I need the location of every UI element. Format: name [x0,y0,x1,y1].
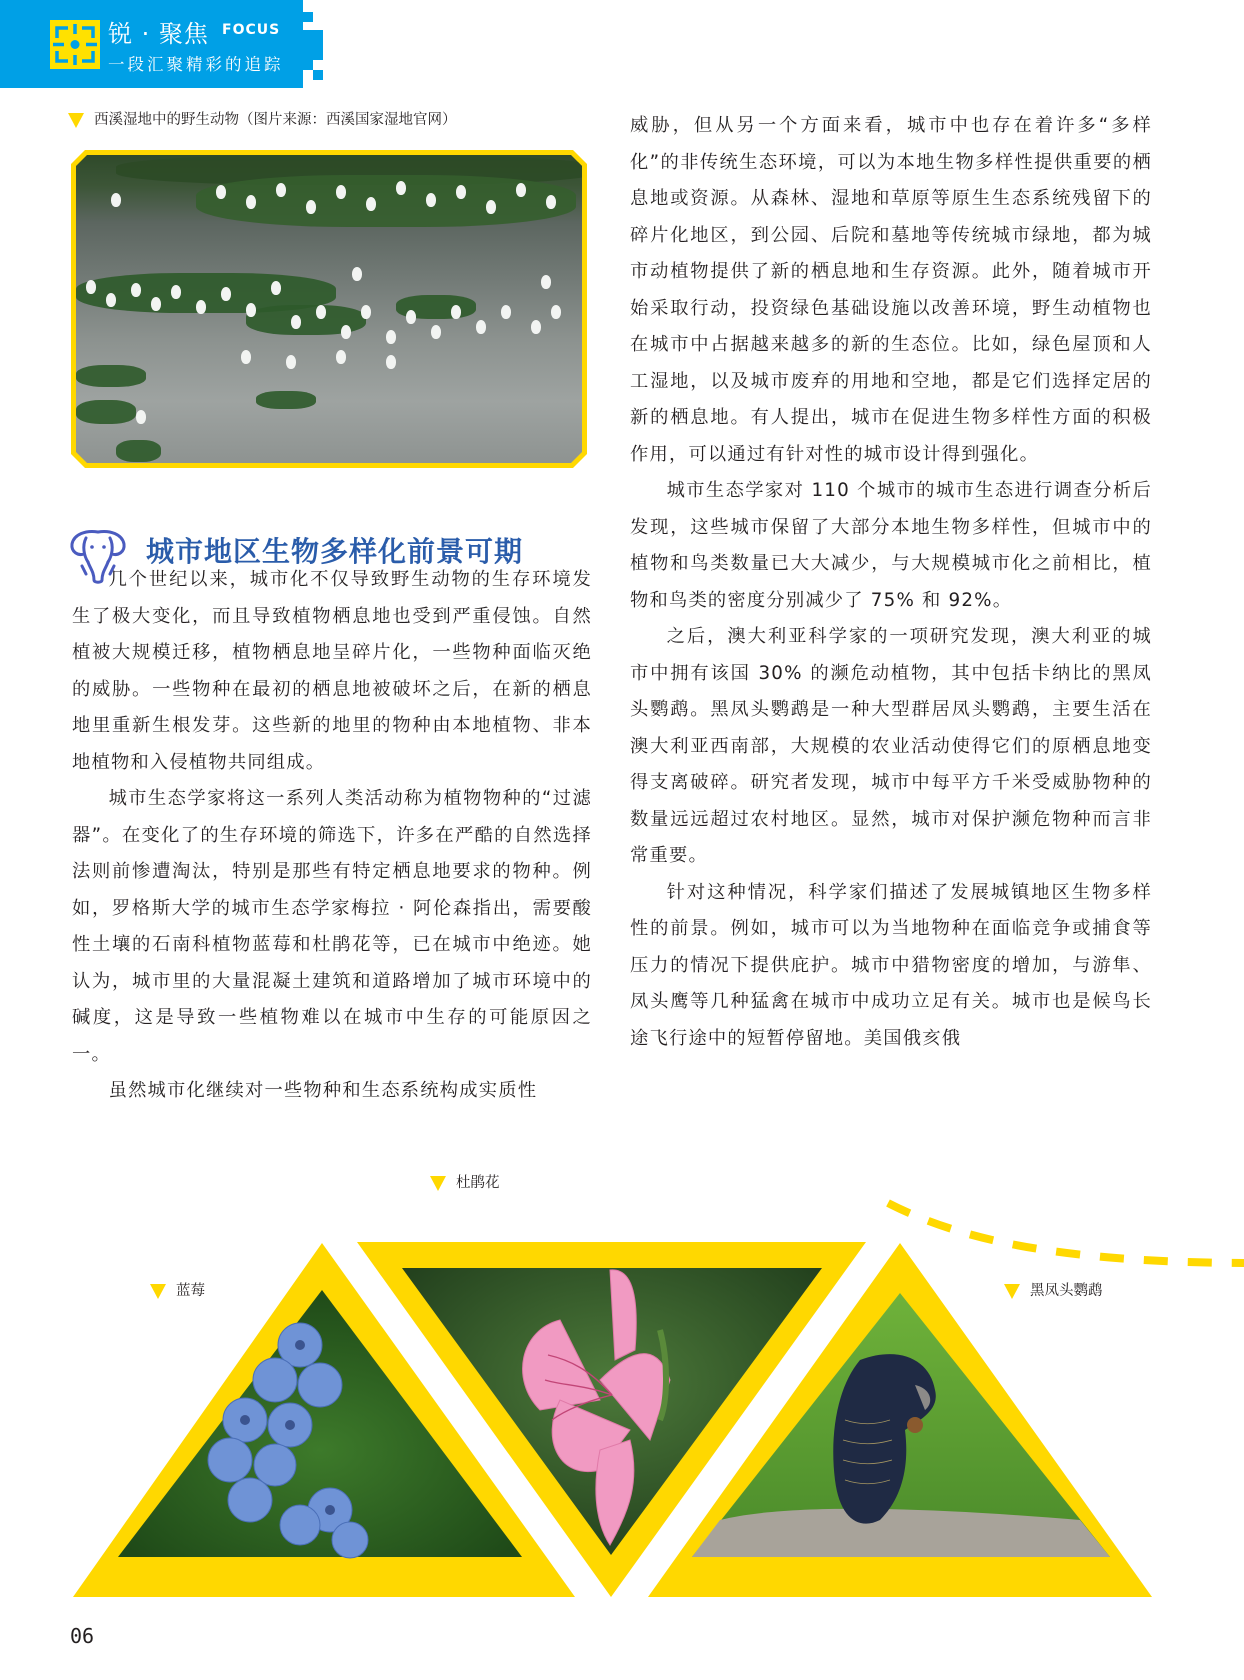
article-right-column [630,108,1152,1057]
focus-crosshair-icon [50,20,100,69]
page-number: 06 [70,1624,95,1648]
paragraph: 威胁，但从另一个方面来看，城市中也存在着许多“多样化”的非传统生态环境，可以为本地生物多样性提供重要的栖息地或资源。从森林、湿地和草原等原生生态系统残留下的碎片化地区，到公园、后院和墓地等传统城市绿地，都为城市动植物提供了新的栖息地和生存资源。此外，随着城市开始采取行动，投资绿色基础设施以改善环境，野生动植物也在城市中占据越来越多的新的生态位。比如，绿色屋顶和人工湿地，以及城市废弃的用地和空地，都是它们选择定居的新的栖息地。有人提出，城市在促进生物多样性方面的积极作用，可以通过有针对性的城市设计得到强化。 [630,115,1152,465]
section-title: 城市地区生物多样化前景可期 [146,535,524,568]
paragraph: 虽然城市化继续对一些物种和生态系统构成实质性 [108,1080,538,1101]
caption-text: 黑凤头鹦鹉 [1030,1283,1103,1299]
paragraph: 城市生态学家将这一系列人类活动称为植物物种的“过滤器”。在变化了的生存环境的筛选下，许多在严酷的自然选择法则前惨遭淘汰，特别是那些有特定栖息地要求的物种。例如，罗格斯大学的城市生态学家梅拉 · 阿伦森指出，需要酸性土壤的石南科植物蓝莓和杜鹃花等，已在城市中绝迹。她认为，城市里的大量混凝土建筑和道路增加了城市环境中的碱度，这是导致一些植物难以在城市中生存的可能原因之一。 [72,788,592,1065]
top-photo-caption [68,108,457,129]
article-left-column [72,562,592,1110]
caption-text: 蓝莓 [176,1283,205,1299]
caption-marker-icon [68,113,84,128]
pixel-decoration [303,12,313,22]
caption-text: 杜鹃花 [456,1175,500,1191]
paragraph: 之后，澳大利亚科学家的一项研究发现，澳大利亚的城市中拥有该国 30% 的濒危动植物，其中包括卡纳比的黑凤头鹦鹉。黑凤头鹦鹉是一种大型群居凤头鹦鹉，主要生活在澳大利亚西南部，大规模的农业活动使得它们的原栖息地变得支离破碎。研究者发现，城市中每平方千米受威胁物种的数量远远超过农村地区。显然，城市对保护濒危物种而言非常重要。 [630,626,1152,866]
wetland-photo [71,150,587,468]
caption-text: 西溪湿地中的野生动物（图片来源：西溪国家湿地官网） [94,112,457,128]
paragraph: 几个世纪以来，城市化不仅导致野生动物的生存环境发生了极大变化，而且导致植物栖息地也受到严重侵蚀。自然植被大规模迁移，植物栖息地呈碎片化，一些物种面临灭绝的威胁。一些物种在最初的栖息地被破坏之后，在新的栖息地里重新生根发芽。这些新的地里的物种由本地植物、非本地植物和入侵植物共同组成。 [72,569,592,773]
pixel-decoration [301,60,313,70]
triangle-photo-collage [0,1140,1244,1620]
brand-focus-label: FOCUS [222,22,281,38]
brand-title: 锐 · 聚焦 [108,20,209,48]
pixel-decoration [303,30,323,60]
paragraph: 针对这种情况，科学家们描述了发展城镇地区生物多样性的前景。例如，城市可以为当地物种在面临竞争或捕食等压力的情况下提供庇护。城市中猎物密度的增加，与游隼、凤头鹰等几种猛禽在城市中成功立足有关。城市也是候鸟长途飞行途中的短暂停留地。美国俄亥俄 [630,881,1152,1049]
paragraph: 城市生态学家对 110 个城市的城市生态进行调查分析后发现，这些城市保留了大部分本地生物多样性，但城市中的植物和鸟类数量已大大减少，与大规模城市化之前相比，植物和鸟类的密度分别减少了 75% 和 92%。 [630,480,1152,611]
dashed-curve-decoration [888,1203,1244,1263]
brand-subtitle: 一段汇聚精彩的追踪 [108,55,284,74]
pixel-decoration [313,70,323,80]
wetland-photo-image [76,155,582,463]
